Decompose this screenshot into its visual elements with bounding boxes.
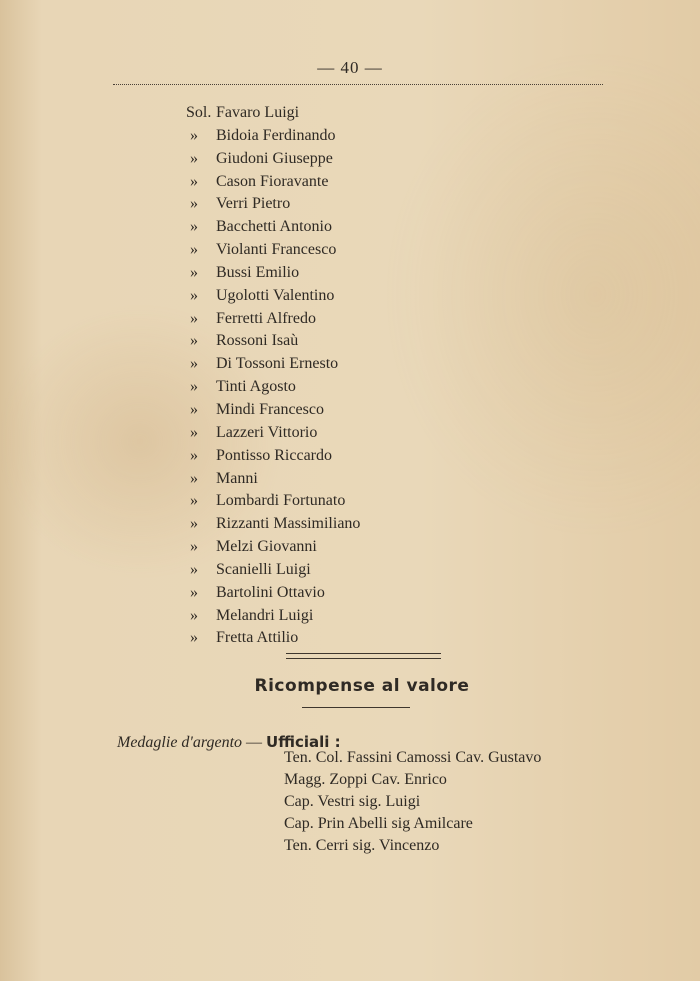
ditto-mark: » bbox=[190, 195, 198, 213]
soldier-name: Pontisso Riccardo bbox=[216, 446, 332, 464]
ditto-mark: » bbox=[190, 538, 198, 556]
ditto-mark: » bbox=[190, 423, 198, 441]
soldier-name: Bidoia Ferdinando bbox=[216, 126, 336, 144]
soldier-name: Ferretti Alfredo bbox=[216, 309, 316, 327]
ditto-mark: » bbox=[190, 606, 198, 624]
soldier-name: Giudoni Giuseppe bbox=[216, 149, 333, 167]
soldier-name: Cason Fioravante bbox=[216, 172, 329, 190]
ditto-mark: » bbox=[190, 583, 198, 601]
ditto-mark: » bbox=[190, 355, 198, 373]
soldier-name: Rossoni Isaù bbox=[216, 332, 299, 350]
officers-label: Ufficiali : bbox=[266, 733, 341, 751]
ditto-mark: » bbox=[190, 560, 198, 578]
ditto-mark: » bbox=[190, 469, 198, 487]
heading-dash: — bbox=[242, 734, 267, 751]
officer-entry: Cap. Vestri sig. Luigi bbox=[284, 793, 421, 810]
roster-entry bbox=[186, 605, 360, 628]
soldier-name: Di Tossoni Ernesto bbox=[216, 355, 339, 373]
medal-category: Medaglie d'argento bbox=[117, 734, 243, 751]
ditto-mark: » bbox=[190, 515, 198, 533]
roster-entry bbox=[186, 376, 360, 399]
soldier-name: Melandri Luigi bbox=[216, 606, 314, 624]
ditto-mark: » bbox=[190, 332, 198, 350]
roster-entry bbox=[186, 262, 360, 285]
rank-label: Sol. bbox=[186, 104, 212, 121]
section-divider bbox=[286, 653, 441, 659]
ditto-mark: » bbox=[190, 446, 198, 464]
soldier-name: Scanielli Luigi bbox=[216, 560, 311, 578]
officer-entry: Ten. Cerri sig. Vincenzo bbox=[284, 837, 440, 854]
soldier-name: Rizzanti Massimiliano bbox=[216, 515, 361, 533]
soldier-name: Tinti Agosto bbox=[216, 378, 296, 396]
roster-entry bbox=[186, 490, 360, 513]
roster-entry bbox=[186, 102, 360, 125]
roster-entry bbox=[186, 627, 360, 650]
header-rule bbox=[113, 84, 603, 85]
soldier-roster bbox=[186, 102, 360, 650]
soldier-name: Lombardi Fortunato bbox=[216, 492, 346, 510]
soldier-name: Fretta Attilio bbox=[216, 629, 299, 647]
ditto-mark: » bbox=[190, 309, 198, 327]
soldier-name: Bacchetti Antonio bbox=[216, 218, 332, 236]
roster-entry bbox=[186, 193, 360, 216]
ditto-mark: » bbox=[190, 126, 198, 144]
roster-entry bbox=[186, 582, 360, 605]
roster-entry bbox=[186, 125, 360, 148]
ditto-mark: » bbox=[190, 263, 198, 281]
officer-entry: Cap. Prin Abelli sig Amilcare bbox=[284, 815, 473, 832]
roster-entry bbox=[186, 559, 360, 582]
page-number: — 40 — bbox=[317, 58, 383, 77]
roster-entry bbox=[186, 148, 360, 171]
ditto-mark: » bbox=[190, 378, 198, 396]
soldier-name: Violanti Francesco bbox=[216, 241, 337, 259]
officers-list bbox=[284, 747, 541, 857]
ditto-mark: » bbox=[190, 400, 198, 418]
soldier-name: Mindi Francesco bbox=[216, 400, 324, 418]
ditto-mark: » bbox=[190, 218, 198, 236]
roster-entry bbox=[186, 308, 360, 331]
ditto-mark: » bbox=[190, 492, 198, 510]
roster-entry bbox=[186, 216, 360, 239]
soldier-name: Bartolini Ottavio bbox=[216, 583, 325, 601]
ditto-mark: » bbox=[190, 286, 198, 304]
ditto-mark: » bbox=[190, 149, 198, 167]
roster-entry bbox=[186, 422, 360, 445]
roster-entry bbox=[186, 285, 360, 308]
soldier-name: Favaro Luigi bbox=[216, 104, 300, 121]
roster-entry bbox=[186, 353, 360, 376]
roster-entry bbox=[186, 171, 360, 194]
roster-entry bbox=[186, 513, 360, 536]
ditto-mark: » bbox=[190, 629, 198, 647]
ditto-mark: » bbox=[190, 241, 198, 259]
soldier-name: Verri Pietro bbox=[216, 195, 291, 213]
roster-entry bbox=[186, 239, 360, 262]
officer-entry: Ten. Col. Fassini Camossi Cav. Gustavo bbox=[284, 749, 542, 766]
roster-entry bbox=[186, 330, 360, 353]
soldier-name: Lazzeri Vittorio bbox=[216, 423, 318, 441]
officer-entry: Magg. Zoppi Cav. Enrico bbox=[284, 771, 447, 788]
section-title: Ricompense al valore bbox=[254, 676, 470, 696]
soldier-name: Bussi Emilio bbox=[216, 263, 300, 281]
title-underline bbox=[302, 707, 410, 708]
roster-entry bbox=[186, 536, 360, 559]
roster-entry bbox=[186, 468, 360, 491]
roster-entry bbox=[186, 445, 360, 468]
soldier-name: Manni bbox=[216, 469, 258, 487]
ditto-mark: » bbox=[190, 172, 198, 190]
soldier-name: Melzi Giovanni bbox=[216, 538, 317, 556]
roster-entry bbox=[186, 399, 360, 422]
soldier-name: Ugolotti Valentino bbox=[216, 286, 335, 304]
